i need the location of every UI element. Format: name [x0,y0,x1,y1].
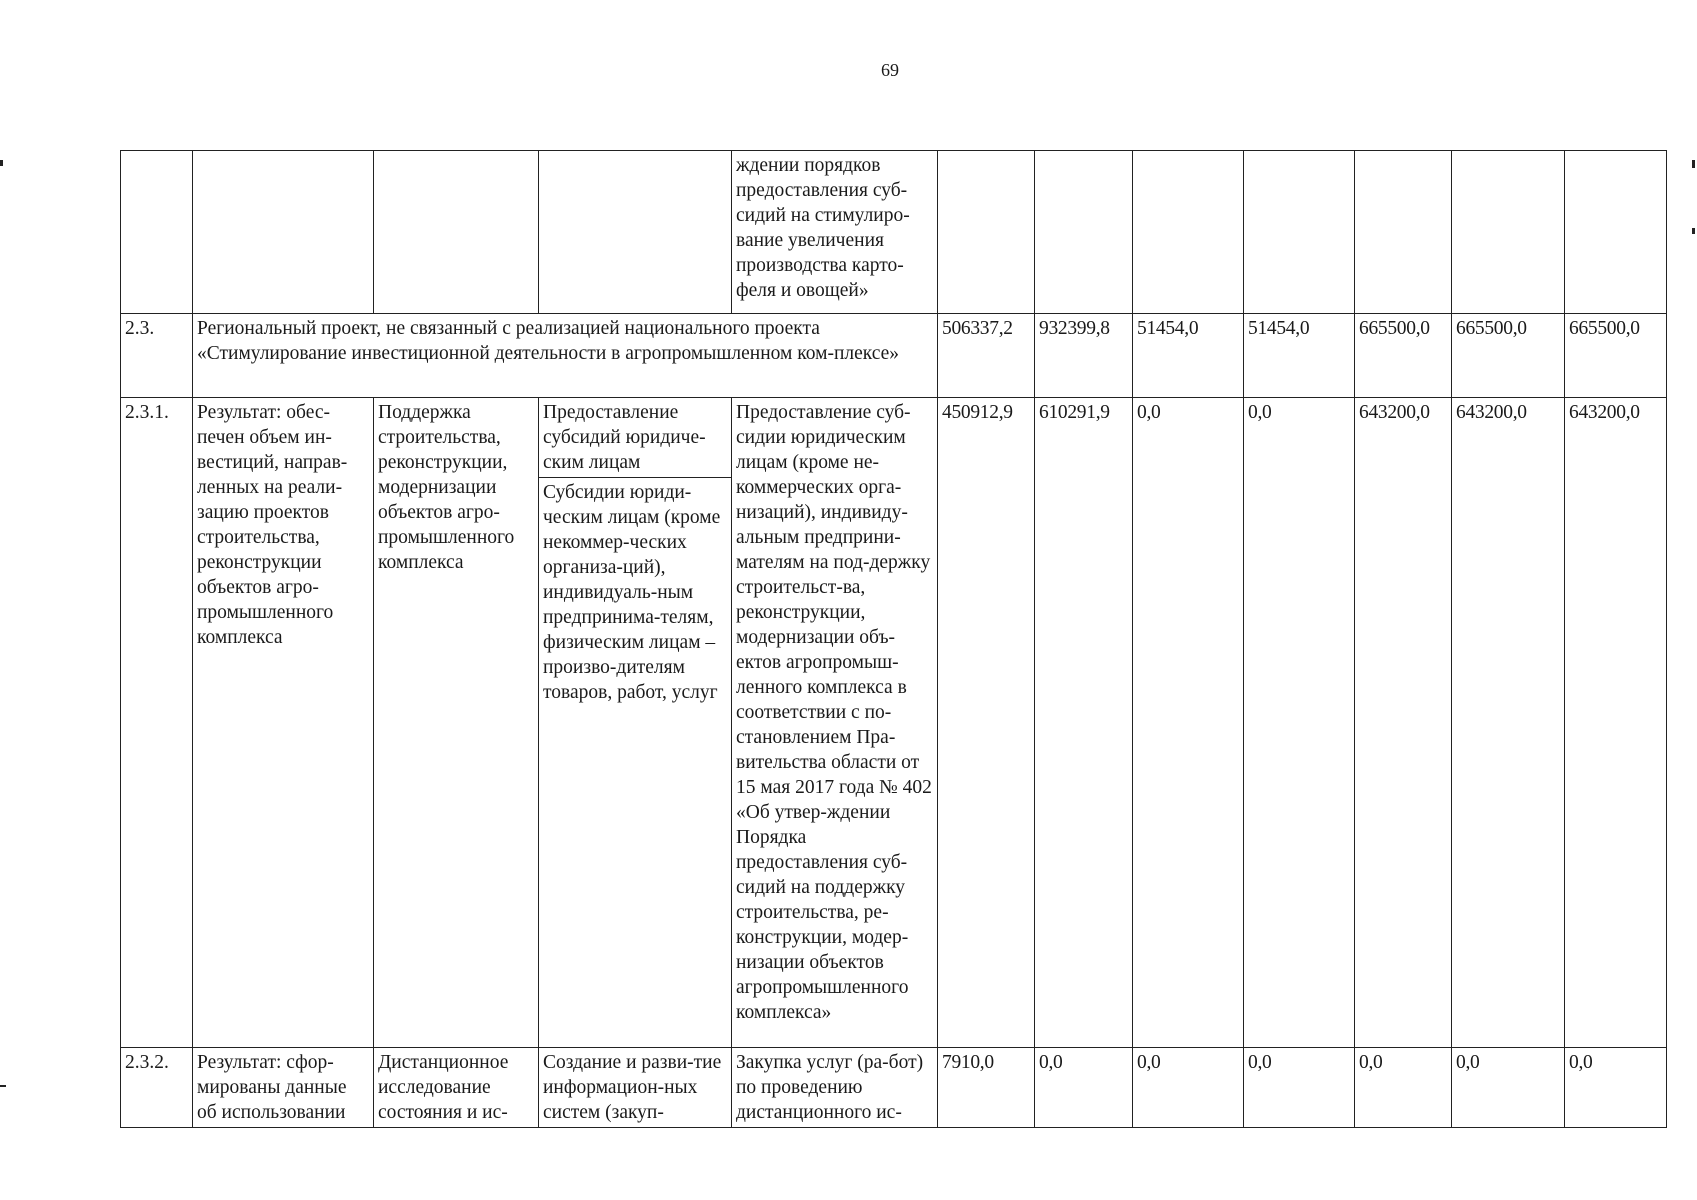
direction-label: Предоставление субсидий юридиче-ским лицам [539,400,731,478]
basis-cell: Предоставление суб-сидии юридическим лицам (кроме не-коммерческих орга-низаций), индивиду-альным предприни-мателям на под-держку строительст-ва, реконструкции, модернизации объ-ектов агропромыш-ленного комплекса в соответствии с по-становлением Пра-вительства области от 15 мая 2017 года № 402 «Об утвер-ждении Порядка предоставления суб-сидий на поддержку строительства, ре-конструкции, модер-низации объектов агропромышленного комплекса» [732,398,938,1048]
table-row-2-3 [121,314,1667,398]
cell-result [193,151,374,314]
scan-mark-left [0,160,3,166]
scan-mark-left-bottom [0,1085,6,1087]
result-cell: Результат: обес-печен объем ин-вестиций, направ-ленных на реали-зацию проектов строительства, реконструкции объектов агро-промышленного комплекса [193,398,374,1048]
cell-measure [374,151,539,314]
value-cell: 506337,2 [938,314,1035,398]
basis-text: ждении порядков предоставления суб-сидий на стимулиро-вание увеличения производства карто-феля и овощей» [736,155,910,301]
page-number: 69 [881,60,899,80]
cell-value [1355,151,1452,314]
table-row-continuation [121,151,1667,314]
direction-cell: Создание и разви-тие информацион-ных систем (закуп- [539,1048,732,1128]
value-cell: 610291,9 [1035,398,1133,1048]
project-title: Региональный проект, не связанный с реализацией национального проекта «Стимулирование инвестиционной деятельности в агропромышленном ком-плексе» [193,314,938,398]
budget-table [120,150,1667,1128]
value-cell: 643200,0 [1452,398,1565,1048]
value-cell: 665500,0 [1565,314,1667,398]
row-number: 2.3. [121,314,193,398]
value-cell: 0,0 [1133,1048,1244,1128]
cell-value [1035,151,1133,314]
cell-value [1452,151,1565,314]
result-cell: Результат: сфор-мированы данные об использовании [193,1048,374,1128]
value-cell: 665500,0 [1452,314,1565,398]
value-cell: 7910,0 [938,1048,1035,1128]
value-cell: 0,0 [1133,398,1244,1048]
value-cell: 643200,0 [1565,398,1667,1048]
cell-value [1244,151,1355,314]
value-cell: 0,0 [1244,398,1355,1048]
value-cell: 450912,9 [938,398,1035,1048]
row-number: 2.3.2. [121,1048,193,1128]
value-cell: 0,0 [1565,1048,1667,1128]
cell-value [938,151,1035,314]
value-cell: 0,0 [1244,1048,1355,1128]
basis-cell: Закупка услуг (ра-бот) по проведению дистанционного ис- [732,1048,938,1128]
cell-direction [539,151,732,314]
value-cell: 932399,8 [1035,314,1133,398]
cell-value [1133,151,1244,314]
cell-basis [732,151,938,314]
row-number: 2.3.1. [121,398,193,1048]
measure-cell: Дистанционное исследование состояния и ис- [374,1048,539,1128]
cell-num [121,151,193,314]
value-cell: 0,0 [1452,1048,1565,1128]
value-cell: 0,0 [1035,1048,1133,1128]
value-cell: 0,0 [1355,1048,1452,1128]
value-cell: 51454,0 [1244,314,1355,398]
value-cell: 643200,0 [1355,398,1452,1048]
value-cell: 51454,0 [1133,314,1244,398]
measure-cell: Поддержка строительства, реконструкции, модернизации объектов агро-промышленного комплекса [374,398,539,1048]
cell-value [1565,151,1667,314]
table-row-2-3-1 [121,398,1667,1048]
direction-cell [539,398,732,1048]
scan-mark-right [1692,160,1695,168]
direction-detail: Субсидии юриди-ческим лицам (кроме некоммер-ческих организа-ций), индивидуаль-ным предпринима-телям, физическим лицам – произво-дителям товаров, работ, услуг [543,482,721,703]
table-row-2-3-2 [121,1048,1667,1128]
value-cell: 665500,0 [1355,314,1452,398]
scan-mark-right-2 [1692,228,1695,234]
